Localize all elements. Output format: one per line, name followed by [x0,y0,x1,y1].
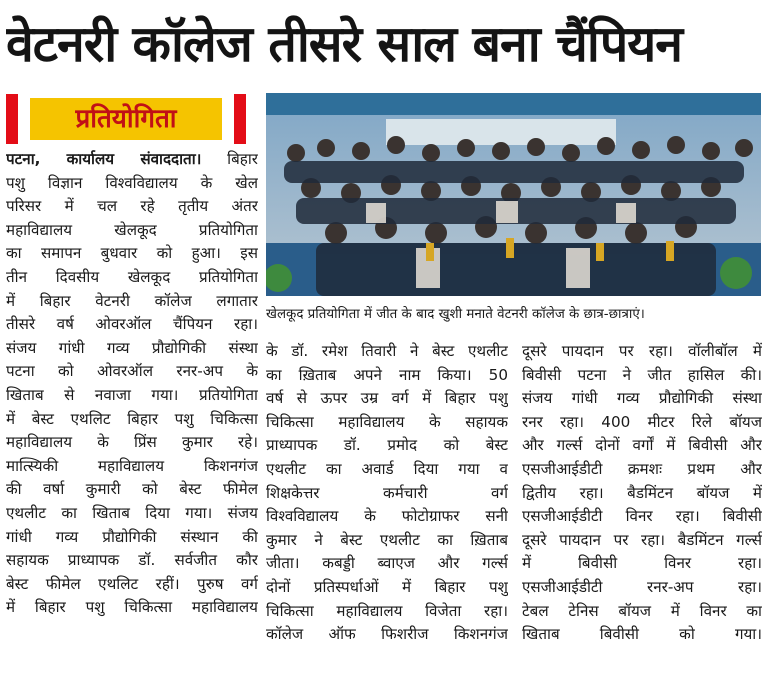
article-line: बेस्ट फीमेल एथलिट रहीं। पुरुष वर्ग [6,574,258,593]
article-line: तीसरे वर्ष ओवरऑल चैंपियन रहा। [6,315,258,334]
article-line: पशु विज्ञान विश्वविद्यालय के खेल [6,173,258,192]
article-line: शिक्षकेत्तर कर्मचारी वर्ग [266,483,508,502]
article-line: वर्ष से ऊपर उम्र वर्ग में बिहार पशु [266,389,508,408]
category-label: प्रतियोगिता [30,98,222,140]
article-line: परिसर में चल रहे तृतीय अंतर [6,197,258,216]
article-line: एथलीट का खिताब दिया गया। संजय [6,503,258,522]
dateline: पटना, कार्यालय संवाददाता। [6,150,202,168]
article-line: प्राध्यापक डॉ. प्रमोद को बेस्ट [266,436,508,455]
article-line: खिताब से नवाजा गया। प्रतियोगिता [6,385,258,404]
article-line: में बिवीसी विनर रहा। [522,554,762,573]
article-line: गांधी गव्य प्रौद्योगिकी संस्थान की [6,527,258,546]
article-line: एसजीआईडीटी विनर रहा। बिवीसी [522,507,762,526]
article-line: में बेस्ट एथलिट बिहार पशु चिकित्सा [6,409,258,428]
article-line: जीता। कबड्डी ब्वाएज और गर्ल्स [266,554,508,573]
article-column-2 [266,340,508,647]
category-bar-right [234,94,246,144]
category-tag [6,94,246,144]
article-line: टेबल टेनिस बॉयज में विनर का [522,601,762,620]
article-line: में बिहार पशु चिकित्सा महाविद्यालय [6,598,258,617]
article-line: मात्स्यिकी महाविद्यालय किशनगंज [6,456,258,475]
article-line: एथलीट का अवार्ड दिया गया व [266,459,508,478]
article-line: का समापन बुधवार को हुआ। इस [6,244,258,263]
article-text: बिहार [201,150,258,168]
article-line: की वर्षा कुमारी को बेस्ट फीमेल [6,480,258,499]
article-line: खिताब बिवीसी को गया। [522,625,762,644]
article-line: तीन दिवसीय खेलकूद प्रतियोगिता [6,267,258,286]
article-line: बिवीसी पटना ने जीत हासिल की। [522,365,762,384]
article-line: चिकित्सा महाविद्यालय विजेता रहा। [266,601,508,620]
article-line: और गर्ल्स दोनों वर्गों में बिवीसी और [522,436,762,455]
photo-illustration [266,93,761,296]
article-line: दूसरे पायदान पर रहा। बैडमिंटन गर्ल्स [522,530,762,549]
article-line: का ख़िताब अपने नाम किया। 50 [266,365,508,384]
article-line [6,148,258,172]
article-line: रनर रहा। 400 मीटर रिले बॉयज [522,412,762,431]
article-line: दोनों प्रतिस्पर्धाओं में बिहार पशु [266,577,508,596]
article-line: पटना को ओवरऑल रनर-अप के [6,362,258,381]
article-line: चिकित्सा महाविद्यालय के सहायक [266,412,508,431]
photo-caption: खेलकूद प्रतियोगिता में जीत के बाद खुशी मनाते वेटनरी कॉलेज के छात्र-छात्राएं। [266,307,645,322]
article-line: कुमार ने बेस्ट एथलीट का ख़िताब [266,530,508,549]
article-line: एसजीआईडीटी क्रमशः प्रथम और [522,459,762,478]
headline: वेटनरी कॉलेज तीसरे साल बना चैंपियन [6,15,682,73]
article-line: द्वितीय रहा। बैडमिंटन बॉयज में [522,483,762,502]
article-line: महाविद्यालय के प्रिंस कुमार रहे। [6,433,258,452]
article-column-3 [522,340,762,647]
article-line: संजय गांधी गव्य प्रौद्योगिकी संस्था [6,338,258,357]
article-line: संजय गांधी गव्य प्रौद्योगिकी संस्था [522,389,762,408]
article-line: एसजीआईडीटी रनर-अप रहा। [522,577,762,596]
article-line: महाविद्यालय खेलकूद प्रतियोगिता [6,220,258,239]
article-line: में बिहार वेटनरी कॉलेज लगातार [6,291,258,310]
article-column-1 [6,148,258,620]
article-line: दूसरे पायदान पर रहा। वॉलीबॉल में [522,342,762,360]
article-line: कॉलेज ऑफ फिशरीज किशनगंज [266,625,508,644]
article-line: के डॉ. रमेश तिवारी ने बेस्ट एथलीट [266,342,508,360]
news-photo [266,93,761,296]
article-line: विश्वविद्यालय के फोटोग्राफर सनी [266,507,508,526]
article-line: सहायक प्राध्यापक डॉ. सर्वजीत कौर [6,551,258,570]
category-bar-left [6,94,18,144]
